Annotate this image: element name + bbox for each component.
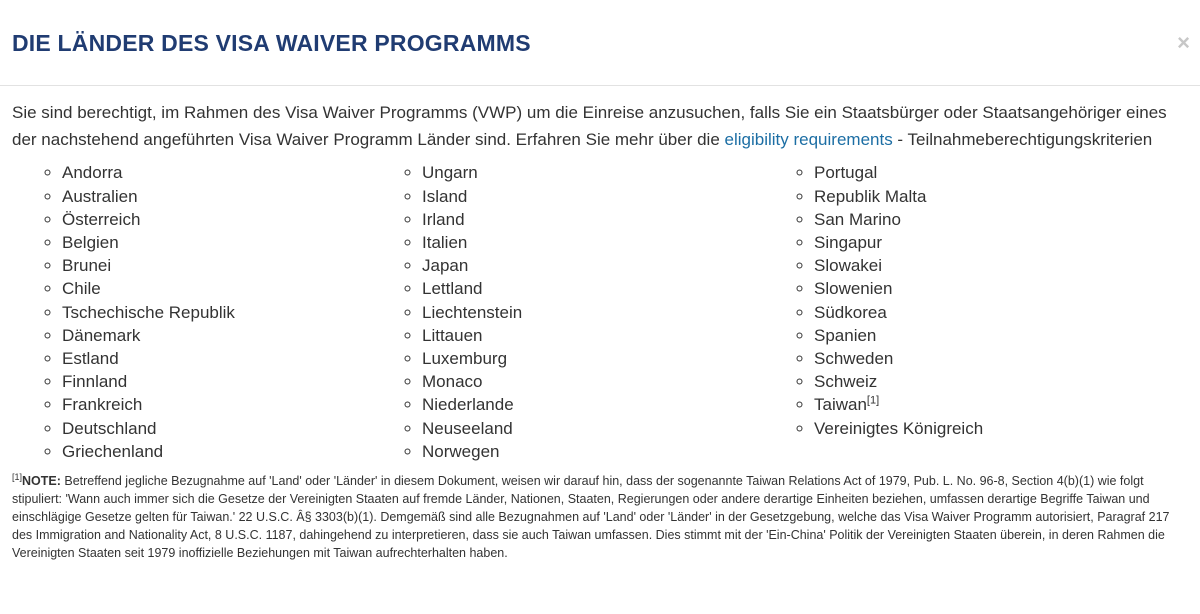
country-item: ◦ Japan: [422, 254, 764, 277]
country-item: ◦ Irland: [422, 208, 764, 231]
country-item: ◦ Singapur: [814, 231, 1188, 254]
footnote-label: NOTE:: [22, 474, 61, 489]
country-item: ◦ Italien: [422, 231, 764, 254]
country-item: ◦ Schweden: [814, 347, 1188, 370]
country-item: ◦ Island: [422, 185, 764, 208]
country-item: ◦ Lettland: [422, 277, 764, 300]
country-item: ◦ Österreich: [62, 208, 372, 231]
country-item: ◦ Australien: [62, 185, 372, 208]
intro-text-after: - Teilnahmeberechtigungskriterien: [892, 130, 1153, 150]
country-item: ◦ Deutschland: [62, 417, 372, 440]
country-item: ◦ Portugal: [814, 161, 1188, 184]
country-item: ◦ Norwegen: [422, 440, 764, 463]
intro-text-before: Sie sind berechtigt, im Rahmen des Visa Waiver Programms (VWP) um die Einreise anzusuchen, falls Sie ein Staatsbürger oder Staatsangehöriger eines der nachstehend angeführten Visa Waiver Programm Länder sind. Erfahren Sie mehr über die: [12, 103, 1167, 150]
country-item: ◦ Griechenland: [62, 440, 372, 463]
country-item: ◦ Slowakei: [814, 254, 1188, 277]
country-item: ◦ Dänemark: [62, 324, 372, 347]
country-item: ◦ Liechtenstein: [422, 301, 764, 324]
country-item: ◦ Republik Malta: [814, 185, 1188, 208]
country-item: ◦ Luxemburg: [422, 347, 764, 370]
country-item: ◦ Chile: [62, 277, 372, 300]
country-item: ◦ Taiwan[1]: [814, 393, 1188, 416]
country-item: ◦ Niederlande: [422, 393, 764, 416]
country-list-2: [372, 161, 764, 463]
country-item: ◦ San Marino: [814, 208, 1188, 231]
country-item: ◦ Frankreich: [62, 393, 372, 416]
title-divider: [0, 85, 1200, 86]
close-icon[interactable]: ×: [1177, 30, 1190, 55]
country-item: ◦ Neuseeland: [422, 417, 764, 440]
country-footnote-marker: [1]: [866, 394, 880, 407]
country-item: ◦ Spanien: [814, 324, 1188, 347]
eligibility-requirements-link[interactable]: eligibility requirements: [724, 130, 893, 150]
footnote-marker: [1]: [12, 471, 23, 482]
country-item: ◦ Littauen: [422, 324, 764, 347]
footnote-text: Betreffend jegliche Bezugnahme auf 'Land' oder 'Länder' in diesem Dokument, weisen wir darauf hin, dass der sogenannte Taiwan Relations Act of 1979, Pub. L. No. 96-8, Section 4(b)(1) wie folgt stipuliert: 'Wann auch immer sich die Gesetze der Vereinigten Staaten auf fremde Länder, Nationen, Staaten, Regierungen oder andere derartige Einheiten beziehen, umfassen derartige Begriffe Taiwan und einschlägige Gesetze gelten für Taiwan.' 22 U.S.C. Â§ 3303(b)(1). Demgemäß sind alle Bezugnahmen auf 'Land' oder 'Länder' in der Gesetzgebung, welche das Visa Waiver Programm autorisiert, Paragraf 217 des Immigration and Nationality Act, 8 U.S.C. 1187, dahingehend zu interpretieren, dass sie auch Taiwan umfassen. Dies stimmt mit der 'Ein-China' Politik der Vereinigten Staaten überein, in deren Rahmen die Vereinigten Staaten seit 1979 inoffizielle Beziehungen mit Taiwan aufrechterhalten haben.: [12, 474, 1170, 561]
country-item: ◦ Finnland: [62, 370, 372, 393]
country-item: ◦ Brunei: [62, 254, 372, 277]
country-columns: [12, 161, 1188, 463]
country-item: ◦ Slowenien: [814, 277, 1188, 300]
intro-paragraph: [12, 99, 1188, 153]
country-item: ◦ Estland: [62, 347, 372, 370]
country-item: ◦ Andorra: [62, 161, 372, 184]
page-title: DIE LÄNDER DES VISA WAIVER PROGRAMMS: [12, 30, 531, 56]
country-list-1: [12, 161, 372, 463]
country-item: ◦ Südkorea: [814, 301, 1188, 324]
footnote: [12, 472, 1188, 562]
country-item: ◦ Ungarn: [422, 161, 764, 184]
country-list-3: [764, 161, 1188, 463]
country-item: ◦ Vereinigtes Königreich: [814, 417, 1188, 440]
vwp-countries-modal: [0, 30, 1200, 614]
country-item: ◦ Tschechische Republik: [62, 301, 372, 324]
country-item: ◦ Monaco: [422, 370, 764, 393]
country-item: ◦ Belgien: [62, 231, 372, 254]
country-item: ◦ Schweiz: [814, 370, 1188, 393]
